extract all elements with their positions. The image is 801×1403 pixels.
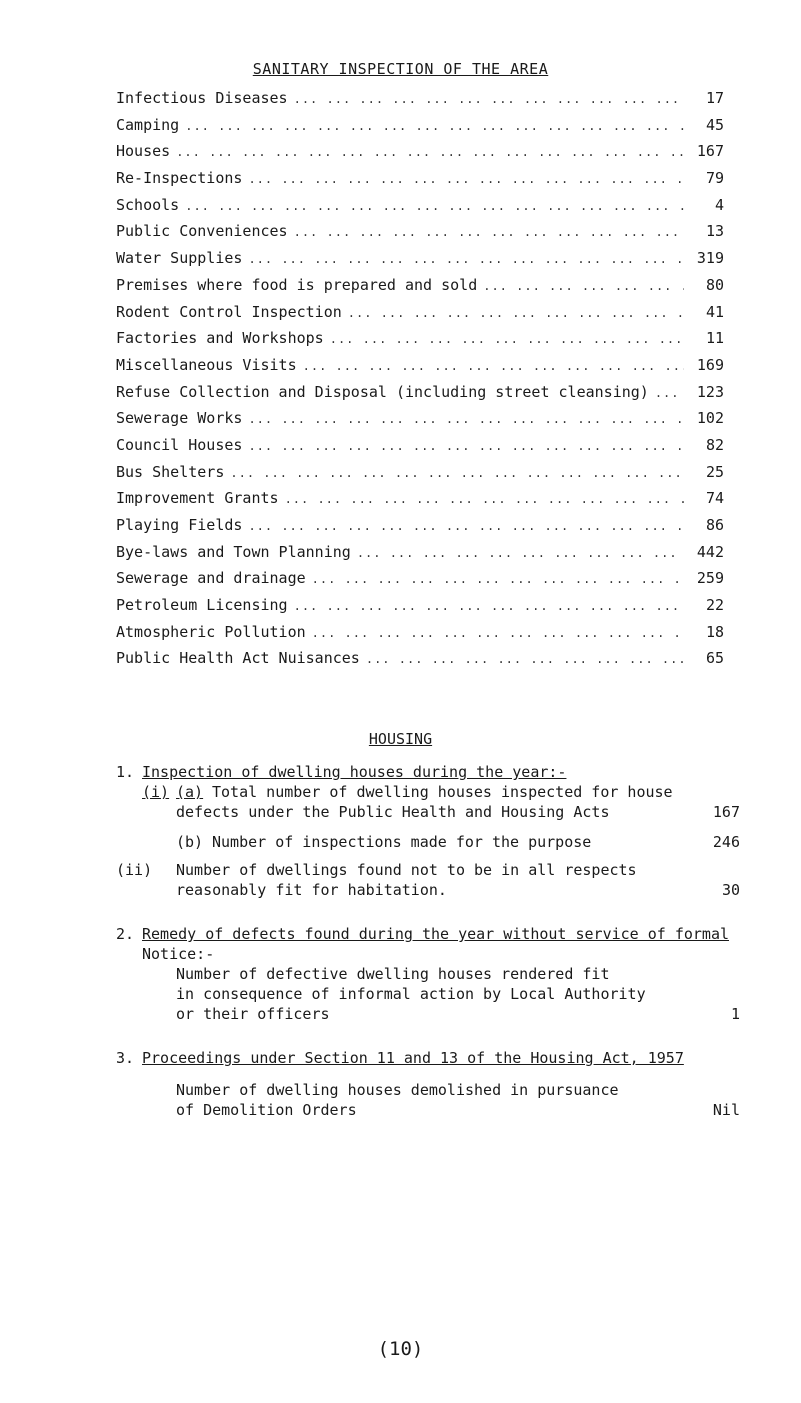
section-2-text-line1: [116, 964, 740, 984]
page-title: SANITARY INSPECTION OF THE AREA: [252, 60, 549, 78]
section-2-heading: [116, 924, 740, 944]
item-text: of Demolition Orders: [176, 1101, 357, 1119]
inspection-label: Infectious Diseases: [116, 89, 288, 107]
leader-dots: [294, 225, 684, 239]
inspection-label: Bus Shelters: [116, 462, 225, 481]
item-i-a-line2: [116, 802, 740, 832]
section-2-text-line2: [116, 984, 740, 1004]
inspection-row: [116, 329, 724, 356]
inspection-count: 11: [705, 329, 724, 348]
inspection-count: 74: [705, 489, 724, 508]
leader-dots: [655, 386, 684, 400]
inspection-label: Improvement Grants: [116, 489, 279, 508]
item-text: Total number of dwelling houses inspected for house: [212, 783, 673, 801]
section-1-heading: [116, 762, 740, 782]
leader-dots: [483, 279, 684, 293]
item-letter: (b): [176, 833, 204, 851]
leader-dots: [248, 412, 684, 426]
leader-dots: [330, 332, 684, 346]
inspection-label: Bye-laws and Town Planning: [116, 542, 351, 561]
housing-section: [116, 762, 740, 1120]
item-text: Number of dwelling houses demolished in pursuance: [176, 1081, 619, 1099]
section-2-text-line3: [116, 1004, 740, 1048]
inspection-label: Council Houses: [116, 435, 243, 454]
inspection-row: [116, 436, 724, 463]
leader-dots: [357, 546, 684, 560]
leader-dots: [185, 119, 684, 133]
item-text: or their officers: [176, 1005, 330, 1023]
leader-dots: [248, 252, 684, 266]
inspection-row: [116, 569, 724, 596]
inspection-count: 22: [705, 596, 724, 615]
inspection-label: Sewerage Works: [116, 409, 243, 428]
inspection-row: [116, 116, 724, 143]
item-text: in consequence of informal action by Local Authority: [176, 985, 646, 1003]
inspection-count: 41: [705, 302, 724, 321]
inspection-row: [116, 303, 724, 330]
section-title: Inspection of dwelling houses during the year:-: [142, 763, 567, 781]
leader-dots: [294, 92, 684, 106]
item-value: 167: [712, 803, 740, 821]
inspection-row: [116, 89, 724, 116]
inspection-count: 79: [705, 169, 724, 188]
inspection-count: 259: [696, 569, 724, 588]
leader-dots: [366, 652, 684, 666]
item-value: 246: [712, 833, 740, 851]
inspection-label: Camping: [116, 115, 180, 134]
section-number: 2.: [116, 925, 135, 943]
item-number: (i): [142, 783, 170, 801]
inspection-count: 13: [705, 222, 724, 241]
inspection-label: Playing Fields: [116, 516, 243, 534]
inspection-count: 65: [705, 649, 724, 668]
item-text: Number of inspections made for the purpose: [212, 833, 592, 851]
inspection-count: 123: [696, 382, 724, 401]
leader-dots: [248, 439, 684, 453]
inspection-row: [116, 489, 724, 516]
inspection-count: 18: [705, 622, 724, 641]
page-number: (10): [377, 1338, 424, 1360]
inspection-count: 25: [705, 462, 724, 481]
inspection-label: Rodent Control Inspection: [116, 302, 342, 321]
inspection-label: Miscellaneous Visits: [116, 355, 297, 374]
inspection-row: [116, 516, 724, 543]
item-text: Number of dwellings found not to be in all respects: [176, 861, 637, 879]
section-title: Remedy of defects found during the year without service of formal: [142, 925, 729, 943]
inspection-row: [116, 356, 724, 383]
leader-dots: [312, 626, 684, 640]
inspection-label: Sewerage and drainage: [116, 569, 306, 588]
inspection-count: 102: [696, 409, 724, 428]
section-title: Notice:-: [142, 945, 215, 963]
item-value: 1: [730, 1005, 740, 1023]
inspection-label: Public Health Act Nuisances: [116, 649, 360, 668]
leader-dots: [185, 199, 684, 213]
section-number: 1.: [116, 763, 135, 781]
inspection-row: [116, 276, 724, 303]
inspection-label: Factories and Workshops: [116, 329, 324, 348]
leader-dots: [230, 466, 684, 480]
inspection-label: Public Conveniences: [116, 222, 288, 241]
leader-dots: [248, 519, 684, 533]
inspection-row: [116, 222, 724, 249]
inspection-label: Re-Inspections: [116, 169, 243, 188]
inspection-count: 17: [705, 89, 724, 107]
inspection-row: [116, 196, 724, 223]
inspection-list: [116, 89, 724, 676]
inspection-row: [116, 249, 724, 276]
section-3-text-line1: [116, 1080, 740, 1100]
item-number: (ii): [116, 861, 153, 879]
inspection-label: Petroleum Licensing: [116, 596, 288, 615]
item-ii-line2: [116, 880, 740, 924]
inspection-row: [116, 543, 724, 570]
section-3-heading: [116, 1048, 740, 1080]
inspection-label: Schools: [116, 195, 180, 214]
item-value: 30: [721, 881, 740, 899]
leader-dots: [176, 145, 684, 159]
inspection-count: 80: [705, 275, 724, 294]
inspection-count: 4: [714, 195, 724, 214]
inspection-row: [116, 623, 724, 650]
inspection-label: Water Supplies: [116, 249, 243, 268]
inspection-label: Houses: [116, 142, 171, 161]
item-i-b: [116, 832, 740, 860]
leader-dots: [285, 492, 684, 506]
inspection-label: Atmospheric Pollution: [116, 622, 306, 641]
inspection-count: 45: [705, 115, 724, 134]
section-2-heading-cont: [116, 944, 740, 964]
item-ii-line1: [116, 860, 740, 880]
section-number: 3.: [116, 1049, 135, 1067]
leader-dots: [348, 306, 684, 320]
inspection-row: [116, 409, 724, 436]
inspection-row: [116, 596, 724, 623]
leader-dots: [248, 172, 684, 186]
section-title: Proceedings under Section 11 and 13 of the Housing Act, 1957: [142, 1049, 684, 1067]
item-text: Number of defective dwelling houses rendered fit: [176, 965, 610, 983]
leader-dots: [312, 572, 684, 586]
item-text: reasonably fit for habitation.: [176, 881, 447, 899]
item-i-a-line1: [116, 782, 740, 802]
inspection-row: [116, 142, 724, 169]
leader-dots: [303, 359, 684, 373]
inspection-label: Premises where food is prepared and sold: [116, 275, 478, 294]
item-value: Nil: [712, 1101, 740, 1119]
section-3-text-line2: [116, 1100, 740, 1120]
leader-dots: [294, 599, 684, 613]
inspection-row: [116, 463, 724, 490]
inspection-label: Refuse Collection and Disposal (including street cleansing): [116, 382, 649, 401]
inspection-count: 442: [696, 542, 724, 561]
inspection-count: 167: [696, 142, 724, 161]
item-text: defects under the Public Health and Housing Acts: [176, 803, 610, 821]
housing-heading: HOUSING: [368, 730, 433, 748]
item-letter: (a): [176, 783, 204, 801]
inspection-count: 82: [705, 435, 724, 454]
inspection-count: 86: [705, 516, 724, 534]
inspection-count: 169: [696, 355, 724, 374]
inspection-row: [116, 649, 724, 676]
inspection-row: [116, 169, 724, 196]
inspection-row: [116, 383, 724, 410]
inspection-count: 319: [696, 249, 724, 268]
